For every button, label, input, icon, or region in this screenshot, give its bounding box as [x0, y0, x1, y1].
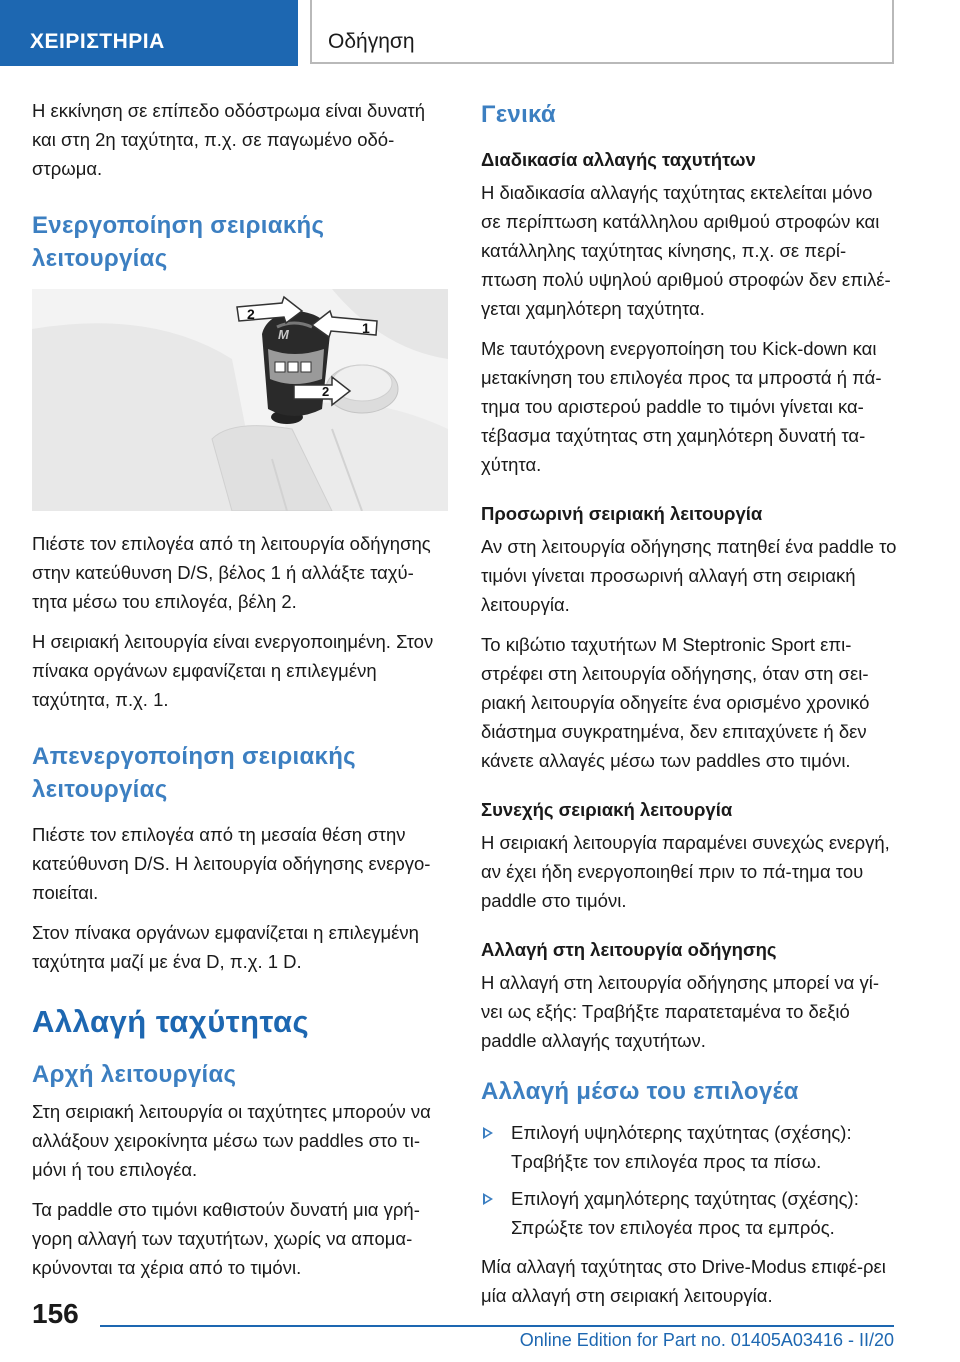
selector-button-1	[275, 362, 285, 372]
step-text: Επιλογή υψηλότερης ταχύτητας (σχέσης): Τραβήξτε τον επιλογέα προς τα πίσω.	[511, 1122, 852, 1172]
activate-paragraph-2: Η σειριακή λειτουργία είναι ενεργοποιημένη. Στον πίνακα οργάνων εμφανίζεται η επιλεγμένη ταχύτητα, π.χ. 1.	[32, 631, 434, 710]
list-item	[481, 1184, 897, 1242]
activate-heading: Ενεργοποίηση σειριακής λειτουργίας	[32, 212, 325, 272]
edition-footer[interactable]: Online Edition for Part no. 01405A03416 - II/20	[519, 1330, 894, 1350]
steps-list	[481, 1118, 897, 1242]
header-bar	[0, 0, 960, 66]
arrow-2-bottom-label: 2	[322, 384, 330, 399]
switch-paragraph: Η αλλαγή στη λειτουργία οδήγησης μπορεί να γί-νει ως εξής: Τραβήξτε παρατεταμένα το δεξιό paddle αλλαγής ταχυτήτων.	[481, 972, 879, 1051]
deactivate-heading: Απενεργοποίηση σειριακής λειτουργίας	[32, 743, 356, 803]
deactivate-paragraph-1: Πιέστε τον επιλογέα από τη μεσαία θέση στην κατεύθυνση D/S. Η λειτουργία οδήγησης ενεργο-ποιείται.	[32, 824, 431, 903]
section-tab[interactable]: Οδήγηση	[310, 0, 894, 64]
principle-paragraph-2: Τα paddle στο τιμόνι καθιστούν δυνατή μια γρή-γορη αλλαγή των ταχυτήτων, χωρίς να απομα-κρύνονται τα χέρια από το τιμόνι.	[32, 1199, 420, 1278]
selector-button-3	[301, 362, 311, 372]
chapter-tab[interactable]: ΧΕΙΡΙΣΤΗΡΙΑ	[0, 0, 298, 66]
selector-button-2	[288, 362, 298, 372]
continuous-heading: Συνεχής σειριακή λειτουργία	[481, 799, 733, 820]
activate-paragraph-1: Πιέστε τον επιλογέα από τη λειτουργία οδήγησης στην κατεύθυνση D/S, βέλος 1 ή αλλάξτε ταχύ-τητα μέσω του επιλογέα, βέλη 2.	[32, 533, 431, 612]
triangle-bullet-icon	[483, 1127, 493, 1139]
m-logo: M	[278, 327, 289, 342]
principle-heading: Αρχή λειτουργίας	[32, 1061, 237, 1088]
continuous-paragraph: Η σειριακή λειτουργία παραμένει συνεχώς ενεργή, αν έχει ήδη ενεργοποιηθεί πριν το πά-τημα του paddle στο τιμόνι.	[481, 832, 890, 911]
procedure-paragraph-1: Η διαδικασία αλλαγής ταχύτητας εκτελείται μόνο σε περίπτωση κατάλληλου αριθμού στροφών και κατάλληλης ταχύτητας κίνησης, π.χ. σε περί-πτωση πολύ υψηλού αριθμού στροφών δεν επιλέ-γεται χαμηλότερη ταχύτητα.	[481, 182, 891, 319]
arrow-1-label: 1	[362, 320, 370, 336]
footer-divider	[100, 1325, 894, 1327]
procedure-heading: Διαδικασία αλλαγής ταχυτήτων	[481, 149, 756, 170]
triangle-bullet-icon	[483, 1193, 493, 1205]
closing-paragraph: Μία αλλαγή ταχύτητας στο Drive-Modus επιφέ-ρει μία αλλαγή στη σειριακή λειτουργία.	[481, 1256, 886, 1306]
deactivate-paragraph-2: Στον πίνακα οργάνων εμφανίζεται η επιλεγμένη ταχύτητα μαζί με ένα D, π.χ. 1 D.	[32, 922, 419, 972]
temporary-paragraph-2: Το κιβώτιο ταχυτήτων M Steptronic Sport επι-στρέφει στη λειτουργία οδήγησης, όταν στη σει-ριακή λειτουργία οδηγείτε ένα ορισμένο χρονικό διάστημα συγκρατημένα, δεν επιταχύνετε ή δεν κάνετε αλλαγές μέσω των paddles στο τιμόνι.	[481, 634, 870, 771]
intro-paragraph: Η εκκίνηση σε επίπεδο οδόστρωμα είναι δυνατή και στη 2η ταχύτητα, π.χ. σε παγωμένο οδό-στρωμα.	[32, 100, 425, 179]
gear-selector-illustration	[32, 289, 448, 511]
principle-paragraph-1: Στη σειριακή λειτουργία οι ταχύτητες μπορούν να αλλάξουν χειροκίνητα μέσω των paddles στο τι-μόνι ή του επιλογέα.	[32, 1101, 431, 1180]
procedure-paragraph-2: Με ταυτόχρονη ενεργοποίηση του Kick-down και μετακίνηση του επιλογέα προς τα μπροστά ή πά-τημα του αριστερού paddle το τιμόνι γίνεται κα-τέβασμα ταχύτητας στη χαμηλότερη δυνατή τα-χύτητα.	[481, 338, 882, 475]
switch-heading: Αλλαγή στη λειτουργία οδήγησης	[481, 939, 777, 960]
gear-change-heading: Αλλαγή ταχύτητας	[32, 1004, 310, 1039]
step-text: Επιλογή χαμηλότερης ταχύτητας (σχέσης): Σπρώξτε τον επιλογέα προς τα εμπρός.	[511, 1188, 859, 1238]
selector-heading: Αλλαγή μέσω του επιλογέα	[481, 1078, 799, 1105]
page-number: 156	[32, 1298, 79, 1329]
list-item	[481, 1118, 897, 1176]
left-column	[32, 96, 448, 1293]
general-heading: Γενικά	[481, 101, 556, 128]
temporary-heading: Προσωρινή σειριακή λειτουργία	[481, 503, 763, 524]
right-column	[481, 96, 897, 1321]
arrow-2-top-label: 2	[247, 306, 255, 322]
temporary-paragraph-1: Αν στη λειτουργία οδήγησης πατηθεί ένα paddle το τιμόνι γίνεται προσωρινή αλλαγή στη σειριακή λειτουργία.	[481, 536, 897, 615]
